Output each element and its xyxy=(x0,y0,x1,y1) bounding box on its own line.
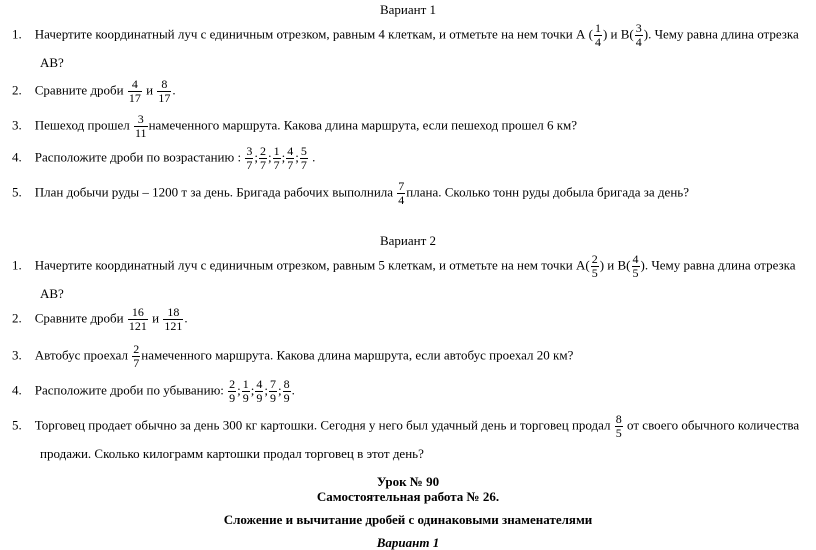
fraction: $\frac{3}{11}$ xyxy=(135,112,147,140)
variant1-title: Вариант 1 xyxy=(379,2,437,17)
v2-task3: 3. Автобус проехал $\frac{2}{7}$ намеченного маршрута. Какова длина маршрута, если автобус проехал 20 км? xyxy=(12,342,574,370)
v2-task2: 2. Сравните дроби $\frac{16}{121}$ и $\frac{18}{121}$ . xyxy=(12,305,188,333)
fraction: $\frac{2}{9}$ xyxy=(229,377,236,405)
variant2-title: Вариант 2 xyxy=(379,233,437,248)
work-title: Самостоятельная работа № 26. xyxy=(316,489,500,504)
lesson-title: Урок № 90 xyxy=(376,474,440,489)
v2-task4: 4. Расположите дроби по убыванию: $\frac{2}{9}$ ; $\frac{1}{9}$ ; $\frac{4}{9}$ ; $\frac{7}{9}$ ; $\frac{8}{9}$ . xyxy=(12,377,295,405)
fraction: $\frac{8}{9}$ xyxy=(283,377,290,405)
fraction: $\frac{18}{121}$ xyxy=(164,305,183,333)
fraction: $\frac{4}{5}$ xyxy=(632,252,639,280)
v1-task1: 1. Начертите координатный луч с единичным отрезком, равным 4 клеткам, и отметьте на нем точки А ( $\frac{1}{4}$ ) и В( $\frac{3}{4}$ ). Чему равна длина отрезка xyxy=(12,21,799,49)
v1-task4: 4. Расположите дроби по возрастанию : $\frac{3}{7}$ ; $\frac{2}{7}$ ; $\frac{1}{7}$ ; $\frac{4}{7}$ ; $\frac{5}{7}$ . xyxy=(12,144,316,172)
v1-task5: 5. План добычи руды – 1200 т за день. Бригада рабочих выполнила $\frac{7}{4}$ плана. Сколько тонн руды добыла бригада за день? xyxy=(12,179,689,207)
v2-task1-cont: АВ? xyxy=(40,286,64,301)
fraction: $\frac{7}{4}$ xyxy=(398,179,405,207)
fraction: $\frac{5}{7}$ xyxy=(300,144,307,172)
fraction: $\frac{1}{9}$ xyxy=(242,377,249,405)
fraction: $\frac{1}{7}$ xyxy=(273,144,280,172)
fraction: $\frac{4}{7}$ xyxy=(287,144,294,172)
fraction: $\frac{7}{9}$ xyxy=(270,377,277,405)
topic-title: Сложение и вычитание дробей с одинаковыми знаменателями xyxy=(223,512,593,527)
v1-task2: 2. Сравните дроби $\frac{4}{17}$ и $\frac{8}{17}$ . xyxy=(12,77,176,105)
v2-task5: 5. Торговец продает обычно за день 300 кг картошки. Сегодня у него был удачный день и торговец продал $\frac{8}{5}$ от своего обычного количества xyxy=(12,412,800,440)
fraction: $\frac{1}{4}$ xyxy=(594,21,601,49)
fraction: $\frac{3}{7}$ xyxy=(246,144,253,172)
v2-task1: 1. Начертите координатный луч с единичным отрезком, равным 5 клеткам, и отметьте на нем точки А( $\frac{2}{5}$ ) и В( $\frac{4}{5}$ ). Чему равна длина отрезка xyxy=(12,252,796,280)
fraction: $\frac{2}{7}$ xyxy=(133,342,140,370)
fraction: $\frac{4}{9}$ xyxy=(256,377,263,405)
fraction: $\frac{4}{17}$ xyxy=(128,77,141,105)
fraction: $\frac{8}{5}$ xyxy=(615,412,622,440)
fraction: $\frac{3}{4}$ xyxy=(635,21,642,49)
fraction: $\frac{2}{5}$ xyxy=(591,252,598,280)
fraction: $\frac{16}{121}$ xyxy=(128,305,147,333)
v1-task1-cont: АВ? xyxy=(40,55,64,70)
v1-task3: 3. Пешеход прошел $\frac{3}{11}$ намеченного маршрута. Какова длина маршрута, если пешеход прошел 6 км? xyxy=(12,112,578,140)
v2-task5-cont: продажи. Сколько килограмм картошки продал торговец в этот день? xyxy=(40,446,424,461)
lesson-variant: Вариант 1 xyxy=(376,535,440,550)
fraction: $\frac{8}{17}$ xyxy=(158,77,171,105)
fraction: $\frac{2}{7}$ xyxy=(259,144,266,172)
